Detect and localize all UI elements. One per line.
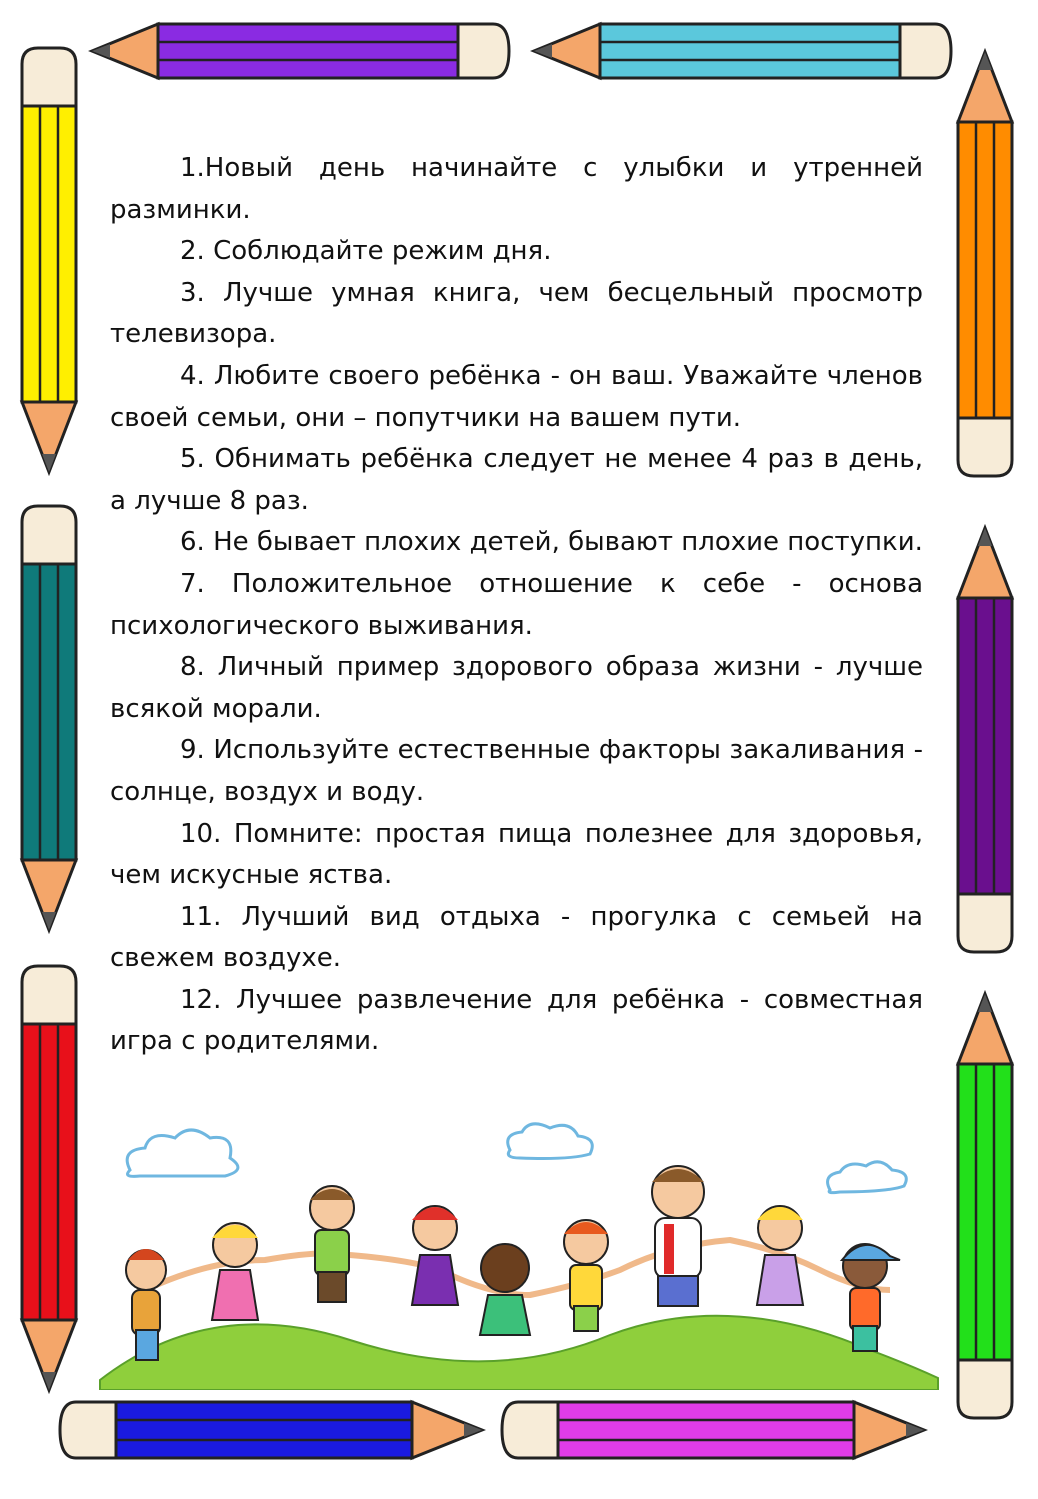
violet-pencil-icon — [954, 524, 1016, 956]
blue-pencil-icon — [56, 1398, 486, 1462]
magenta-pencil-icon — [498, 1398, 928, 1462]
rule-4: 4. Любите своего ребёнка - он ваш. Уважайте членов своей семьи, они – попутчики на вашем пути. — [110, 360, 923, 433]
rule-6: 6. Не бывает плохих детей, бывают плохие поступки. — [180, 527, 923, 558]
rule-9: 9. Используйте естественные факторы закаливания - солнце, воздух и воду. — [110, 735, 923, 807]
teal-pencil-icon — [18, 502, 80, 934]
rule-11: 11. Лучший вид отдыха - прогулка с семьей на свежем воздухе. — [110, 901, 923, 974]
cloud-icon — [828, 1162, 907, 1193]
red-pencil-icon — [18, 962, 80, 1394]
rules-list — [110, 148, 923, 1063]
rule-3: 3. Лучше умная книга, чем бесцельный просмотр телевизора. — [110, 277, 923, 350]
rule-1: 1.Новый день начинайте с улыбки и утренней разминки. — [110, 153, 923, 225]
rule-2: 2. Соблюдайте режим дня. — [180, 236, 552, 267]
cyan-pencil-icon — [530, 20, 955, 82]
children-holding-hands-icon — [90, 1120, 940, 1390]
rule-10: 10. Помните: простая пища полезнее для здоровья, чем искусные яства. — [110, 818, 923, 891]
cloud-icon — [127, 1130, 238, 1176]
rule-7: 7. Положительное отношение к себе - основа психологического выживания. — [110, 568, 923, 641]
cloud-icon — [508, 1124, 593, 1159]
orange-pencil-icon — [954, 48, 1016, 480]
green-pencil-icon — [954, 990, 1016, 1422]
purple-pencil-icon — [88, 20, 513, 82]
rule-8: 8. Личный пример здорового образа жизни - лучше всякой морали. — [110, 652, 923, 724]
rule-5: 5. Обнимать ребёнка следует не менее 4 раз в день, а лучше 8 раз. — [110, 444, 923, 516]
rule-12: 12. Лучшее развлечение для ребёнка - совместная игра с родителями. — [110, 984, 923, 1057]
yellow-pencil-icon — [18, 44, 80, 476]
